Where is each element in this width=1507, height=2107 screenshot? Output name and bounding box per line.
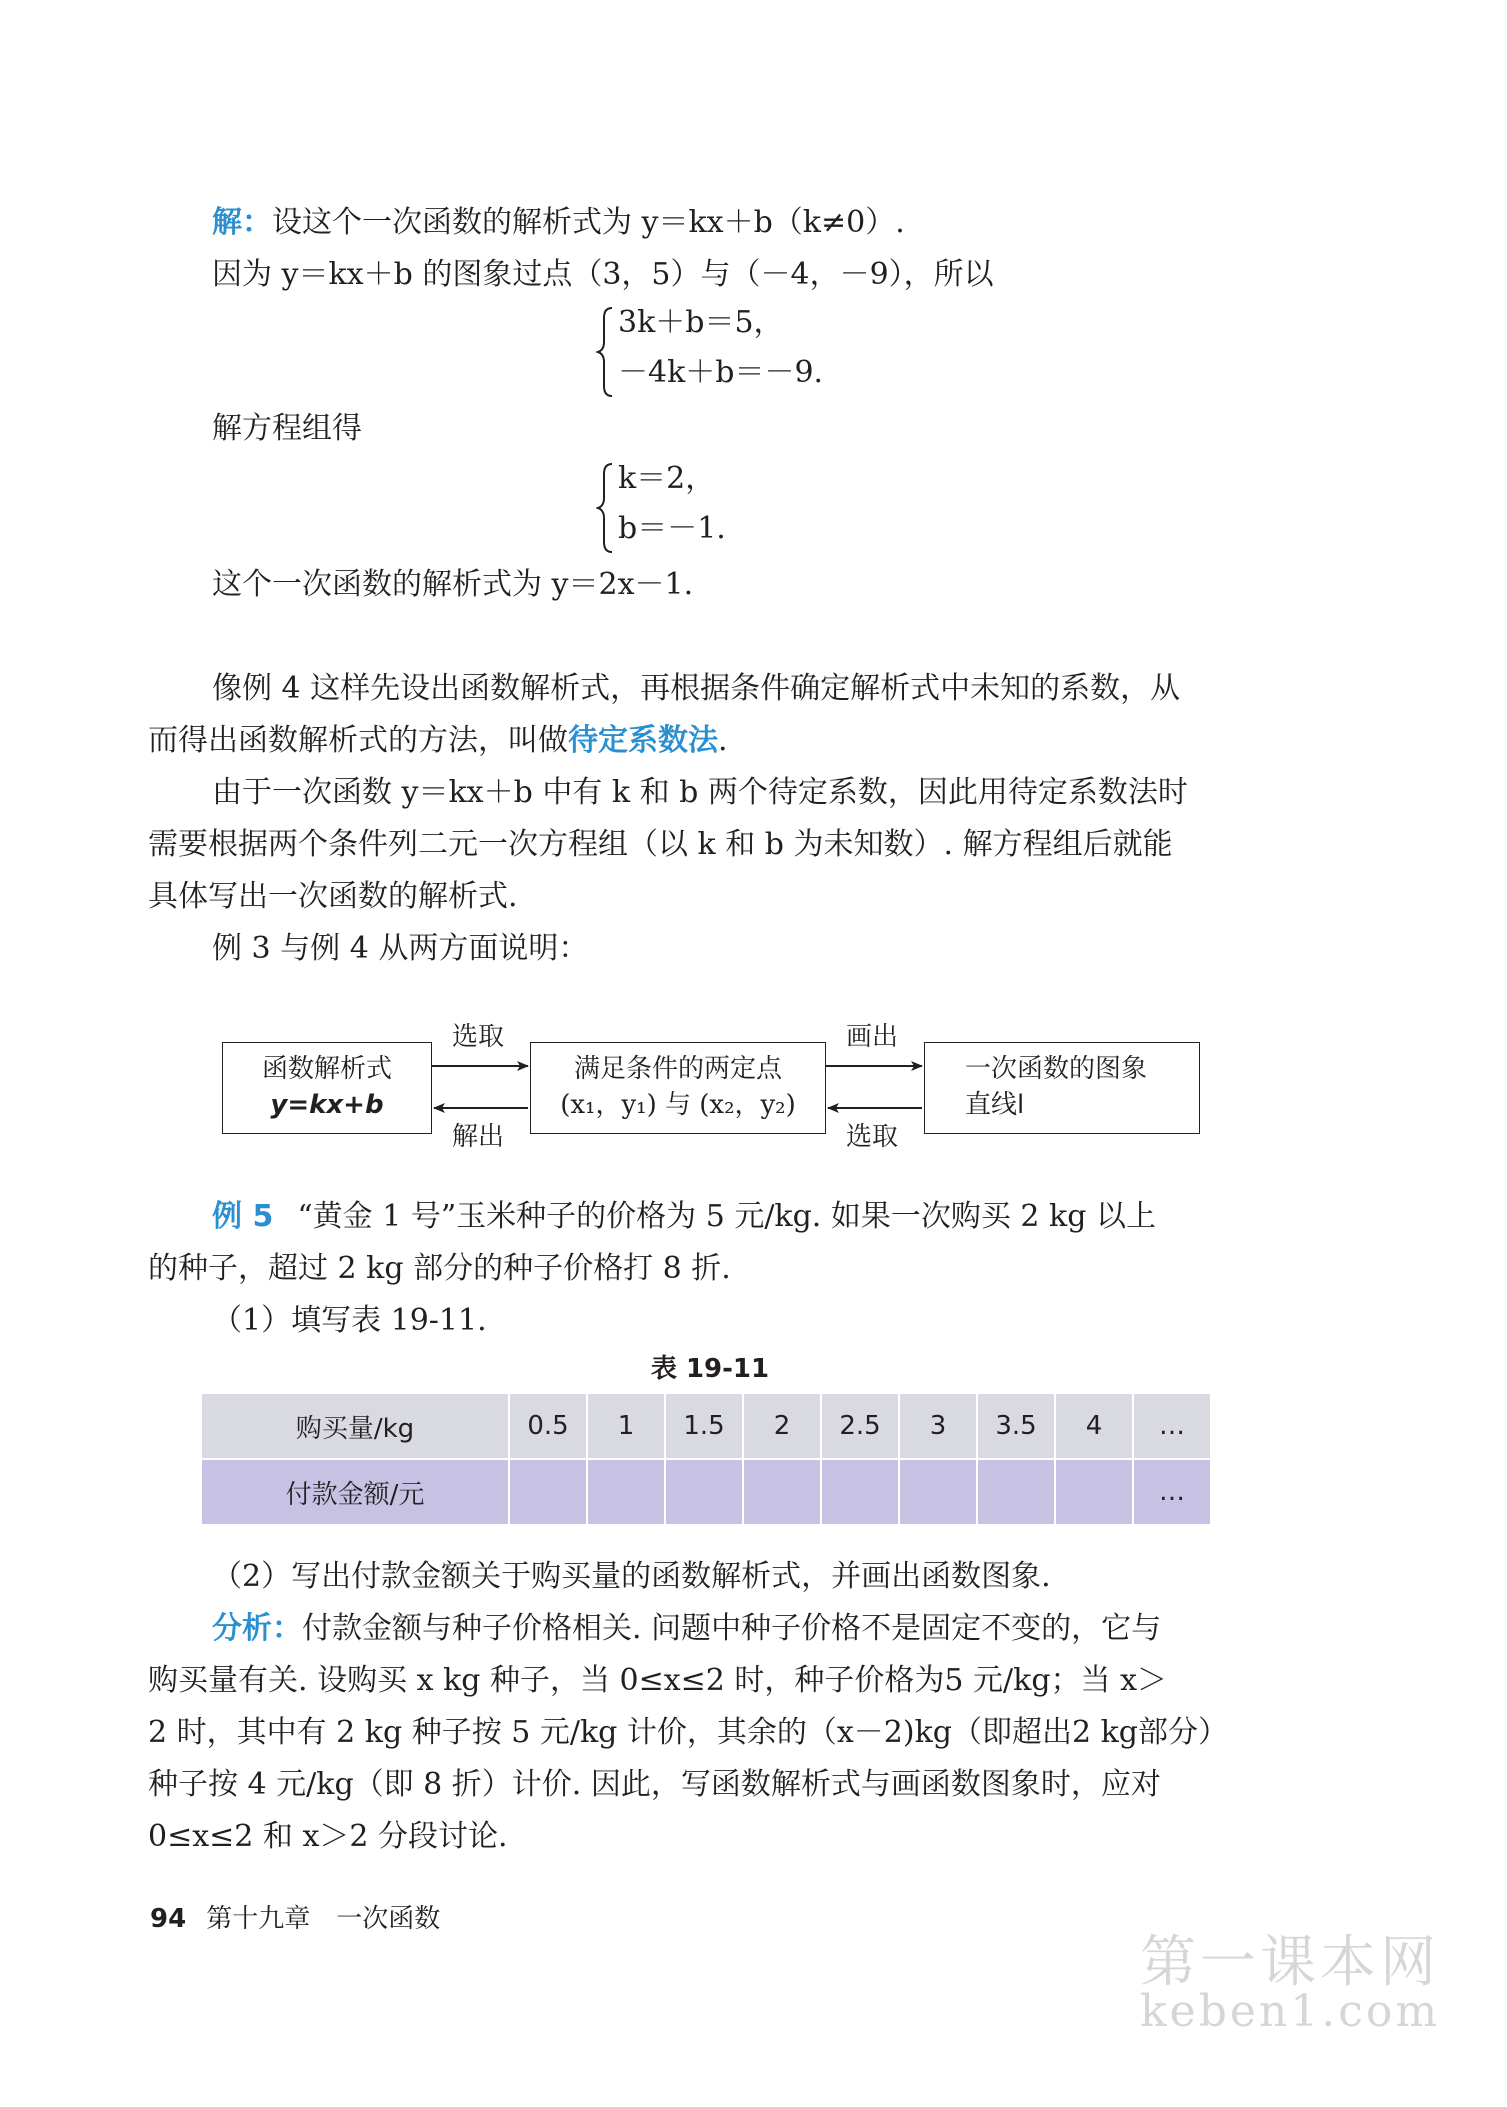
box3-line-1: 一次函数的图象 bbox=[965, 1054, 1148, 1084]
table-cell: 1 bbox=[587, 1393, 665, 1459]
box2-line-2: (x₁，y₁) 与 (x₂，y₂) bbox=[560, 1090, 796, 1120]
arrow-label-draw: 画出 bbox=[846, 1022, 899, 1052]
table-cell: 1.5 bbox=[665, 1393, 743, 1459]
solution-label: 解： bbox=[212, 205, 272, 240]
example5-label: 例 5 bbox=[212, 1199, 274, 1234]
table-cell: … bbox=[1133, 1459, 1211, 1525]
system2-equation-1: k＝2， bbox=[618, 461, 716, 496]
example5-line-1 bbox=[212, 1198, 1156, 1236]
analysis-label: 分析： bbox=[212, 1611, 302, 1646]
solution-line-2: 因为 y＝kx＋b 的图象过点（3，5）与（－4，－9），所以 bbox=[212, 257, 994, 292]
table-cell: 0.5 bbox=[509, 1393, 587, 1459]
paragraph-2-line-2: 需要根据两个条件列二元一次方程组（以 k 和 b 为未知数）. 解方程组后就能 bbox=[148, 827, 1173, 862]
table-caption: 表 19-11 bbox=[650, 1354, 770, 1384]
analysis-line-2: 购买量有关. 设购买 x kg 种子，当 0≤x≤2 时，种子价格为5 元/kg；当 x＞ bbox=[148, 1663, 1167, 1698]
table-cell: 4 bbox=[1055, 1393, 1133, 1459]
paragraph-2-line-1: 由于一次函数 y＝kx＋b 中有 k 和 b 两个待定系数，因此用待定系数法时 bbox=[212, 775, 1188, 810]
table-cell bbox=[665, 1459, 743, 1525]
watermark-title: 第一课本网 bbox=[1140, 1930, 1440, 1995]
analysis-line-1 bbox=[212, 1610, 1161, 1648]
watermark-url: keben1.com bbox=[1140, 1986, 1441, 2037]
table-cell bbox=[743, 1459, 821, 1525]
system2-equation-2: b＝－1. bbox=[618, 511, 726, 546]
key-term: 待定系数法 bbox=[568, 723, 718, 758]
example5-text-1: “黄金 1 号”玉米种子的价格为 5 元/kg. 如果一次购买 2 kg 以上 bbox=[297, 1199, 1156, 1234]
paragraph-1-line-1: 像例 4 这样先设出函数解析式，再根据条件确定解析式中未知的系数，从 bbox=[212, 671, 1181, 706]
solution-line-3: 解方程组得 bbox=[212, 411, 362, 446]
paragraph-1-end: . bbox=[718, 723, 728, 758]
page-number: 94 bbox=[150, 1904, 187, 1934]
analysis-line-4: 种子按 4 元/kg（即 8 折）计价. 因此，写函数解析式与画函数图象时，应对 bbox=[148, 1767, 1161, 1802]
paragraph-3: 例 3 与例 4 从两方面说明： bbox=[212, 931, 589, 966]
paragraph-2-line-3: 具体写出一次函数的解析式. bbox=[148, 879, 518, 914]
row-header-quantity: 购买量/kg bbox=[201, 1393, 509, 1459]
analysis-line-3: 2 时，其中有 2 kg 种子按 5 元/kg 计价，其余的（x－2)kg（即超出2 kg部分） bbox=[148, 1715, 1228, 1750]
arrow-label-select-1: 选取 bbox=[452, 1022, 505, 1052]
table-cell bbox=[587, 1459, 665, 1525]
table-row bbox=[201, 1393, 1211, 1459]
solution-line-4: 这个一次函数的解析式为 y＝2x－1. bbox=[212, 567, 694, 602]
table-cell bbox=[821, 1459, 899, 1525]
table-cell: 2 bbox=[743, 1393, 821, 1459]
arrow-label-solve: 解出 bbox=[452, 1122, 505, 1152]
table-cell: … bbox=[1133, 1393, 1211, 1459]
box3-line-2: 直线l bbox=[965, 1090, 1025, 1120]
arrow-label-select-2: 选取 bbox=[846, 1122, 899, 1152]
table-cell bbox=[1055, 1459, 1133, 1525]
table-cell: 3 bbox=[899, 1393, 977, 1459]
row-header-payment: 付款金额/元 bbox=[201, 1459, 509, 1525]
solution-text-1: 设这个一次函数的解析式为 y＝kx＋b（k≠0）. bbox=[272, 205, 905, 240]
table-19-11 bbox=[200, 1392, 1212, 1526]
example5-line-2: 的种子，超过 2 kg 部分的种子价格打 8 折. bbox=[148, 1251, 731, 1286]
box2-line-1: 满足条件的两定点 bbox=[573, 1054, 782, 1084]
system1-equation-2: －4k＋b＝－9. bbox=[618, 355, 824, 390]
paragraph-1-text: 而得出函数解析式的方法，叫做 bbox=[148, 723, 568, 758]
table-cell: 3.5 bbox=[977, 1393, 1055, 1459]
table-cell: 2.5 bbox=[821, 1393, 899, 1459]
table-cell bbox=[977, 1459, 1055, 1525]
page-footer bbox=[150, 1898, 440, 1935]
chapter-title: 第十九章 一次函数 bbox=[206, 1904, 441, 1934]
analysis-text-1: 付款金额与种子价格相关. 问题中种子价格不是固定不变的，它与 bbox=[302, 1611, 1162, 1646]
example5-question-1: （1）填写表 19-11. bbox=[212, 1303, 487, 1338]
table-cell bbox=[899, 1459, 977, 1525]
system1-equation-1: 3k＋b＝5， bbox=[618, 305, 784, 340]
table-cell bbox=[509, 1459, 587, 1525]
example5-question-2: （2）写出付款金额关于购买量的函数解析式，并画出函数图象. bbox=[212, 1559, 1051, 1594]
analysis-line-5: 0≤x≤2 和 x＞2 分段讨论. bbox=[148, 1819, 508, 1854]
box1-line-1: 函数解析式 bbox=[261, 1054, 392, 1084]
box1-line-2: y=kx+b bbox=[270, 1090, 384, 1120]
table-row bbox=[201, 1459, 1211, 1525]
